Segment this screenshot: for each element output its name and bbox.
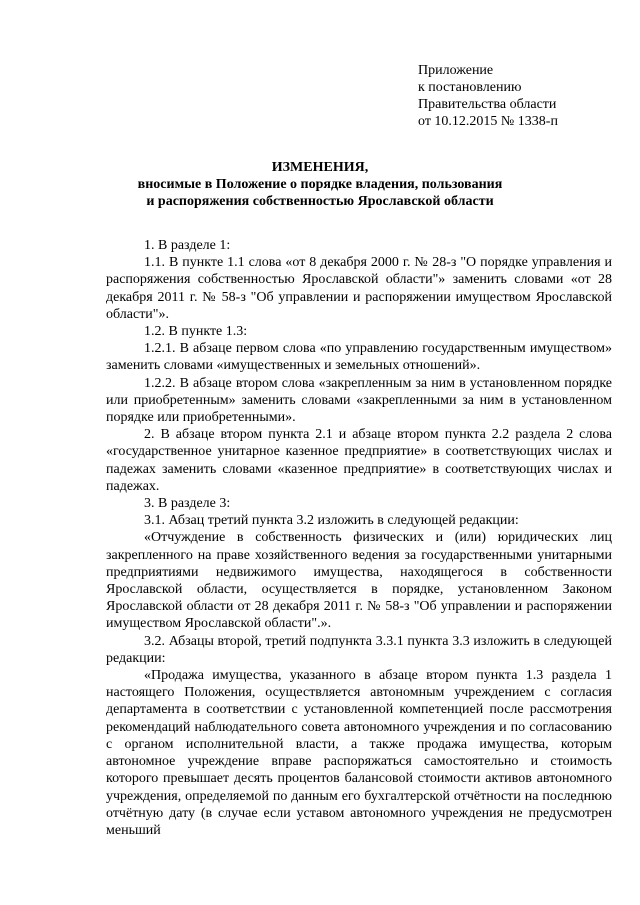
- paragraph: 3. В разделе 3:: [144, 496, 231, 512]
- appendix-line: от 10.12.2015 № 1338-п: [418, 114, 558, 129]
- paragraph: 3.1. Абзац третий пункта 3.2 изложить в следующей редакции:: [144, 513, 519, 529]
- paragraph: 1.1. В пункте 1.1 слова «от 8 декабря 2000 г. № 28-з "О порядке управления и распоряжения собственностью Ярославской области"» заменить словами «от 28 декабря 2011 г. № 58-з "Об управлении и распоряжении имуществом Ярославской области"».: [106, 255, 612, 322]
- paragraph: 3.2. Абзацы второй, третий подпункта 3.3.1 пункта 3.3 изложить в следующей редакции:: [106, 633, 612, 666]
- document-body: [106, 237, 612, 839]
- paragraph: 1. В разделе 1:: [144, 238, 231, 253]
- title-subline: вносимые в Положение о порядке владения, пользования: [137, 177, 503, 192]
- title-subline: и распоряжения собственностью Ярославской области: [146, 194, 494, 209]
- title-heading: ИЗМЕНЕНИЯ,: [271, 160, 369, 175]
- paragraph: 2. В абзаце втором пункта 2.1 и абзаце втором пункта 2.2 раздела 2 слова «государственное унитарное казенное предприятие» в соответствующих числах и падежах заменить словами «казенное предприятие» в соответствующих числах и падежах.: [106, 427, 612, 494]
- appendix-line: к постановлению: [418, 80, 522, 95]
- appendix-line: Приложение: [418, 63, 494, 78]
- paragraph: «Продажа имущества, указанного в абзаце втором пункта 1.3 раздела 1 настоящего Положения, осуществляется автономным учреждением с согласия департамента в соответствии с установленной компетенцией после рассмотрения рекомендаций наблюдательного совета автономного учреждения и по согласованию с органом исполнительной власти, а также продажа имущества, которым автономное учреждение вправе распоряжаться самостоятельно и стоимость которого превышает десять процентов балансовой стоимости активов автономного учреждения, определяемой по данным его бухгалтерской отчётности на последнюю отчётную дату (в случае если уставом автономного учреждения не предусмотрен меньший: [106, 668, 612, 838]
- document-title: [100, 159, 540, 210]
- appendix-block: [418, 62, 618, 130]
- appendix-line: Правительства области: [418, 97, 557, 112]
- paragraph: 1.2.1. В абзаце первом слова «по управлению государственным имуществом» заменить словами «имущественных и земельных отношений».: [106, 341, 612, 374]
- paragraph: 1.2. В пункте 1.3:: [144, 324, 248, 340]
- paragraph: «Отчуждение в собственность физических и (или) юридических лиц закрепленного на праве хозяйственного ведения за государственными унитарными предприятиями недвижимого имущества, находящегося в собственности Ярославской области, осуществляется в порядке, установленном Законом Ярославской области от 28 декабря 2011 г. № 58-з "Об управлении и распоряжении имуществом Ярославской области".».: [106, 530, 612, 632]
- paragraph: 1.2.2. В абзаце втором слова «закрепленным за ним в установленном порядке или приобретенным» заменить словами «закрепленными за ним в установленном порядке или приобретенными».: [106, 375, 612, 426]
